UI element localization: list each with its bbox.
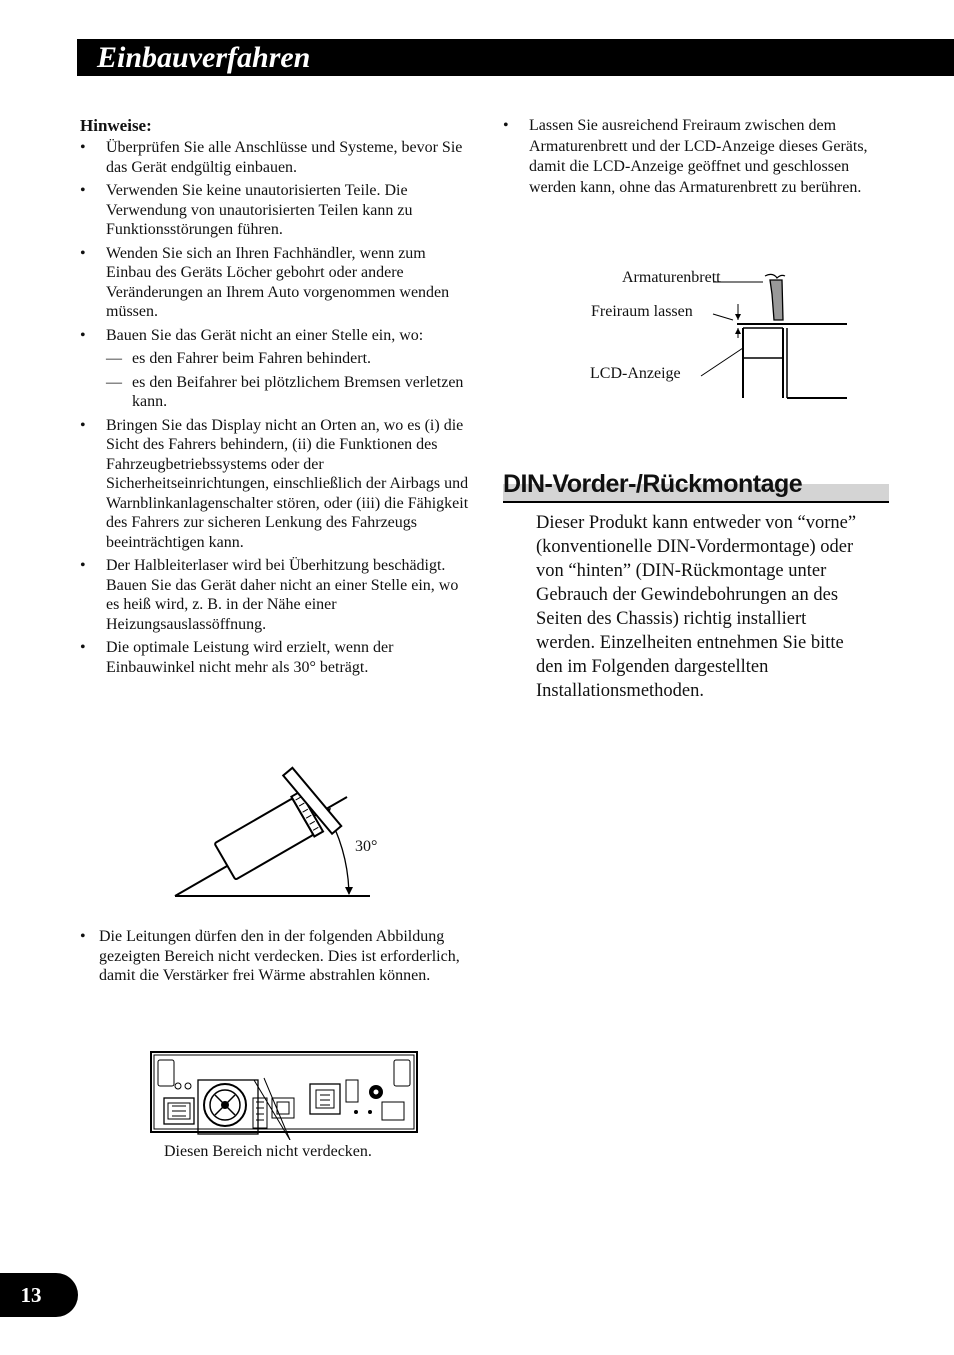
- mounting-angle-figure: [165, 725, 385, 905]
- lcd-label: LCD-Anzeige: [590, 365, 681, 382]
- rear-panel-diagram: [150, 1050, 420, 1140]
- page-title: Einbauverfahren: [97, 41, 311, 74]
- mounting-angle-diagram: [165, 725, 385, 905]
- clearance-note-item: • Lassen Sie ausreichend Freiraum zwischen dem Armaturenbrett und der LCD-Anzeige dieses Geräts, damit die LCD-Anzeige geöffnet und geschlossen werden kann, ohne das Armaturenbrett zu berühren.: [503, 116, 893, 198]
- clearance-figure: [585, 262, 855, 407]
- notes-heading: Hinweise:: [80, 116, 152, 135]
- page-number: 13: [20, 1283, 42, 1307]
- page-number-tab: [0, 1273, 78, 1317]
- note-subitem: — es den Beifahrer bei plötzlichem Bremsen verletzen kann.: [106, 373, 470, 412]
- gap-label: Freiraum lassen: [591, 303, 693, 320]
- note-item: • Überprüfen Sie alle Anschlüsse und Systeme, bevor Sie das Gerät endgültig einbauen.: [80, 138, 470, 177]
- section-body: Dieser Produkt kann entweder von “vorne” (konventionelle DIN-Vordermontage) oder von “hinten” (DIN-Rückmontage unter Gebrauch der Gewindebohrungen an des Seiten des Chassis) richtig installiert werden. Einzelheiten entnehmen Sie bitte den im Folgenden dargestellten Installationsmethoden.: [536, 513, 857, 701]
- section-title: DIN-Vorder-/Rückmontage: [503, 470, 803, 498]
- header-bar: [77, 39, 954, 76]
- clearance-note-column: [503, 116, 893, 202]
- note-item-with-subitems: [80, 326, 470, 412]
- notes-list: [80, 138, 470, 677]
- wiring-note-item: • Die Leitungen dürfen den in der folgenden Abbildung gezeigten Bereich nicht verdecken. Dies ist erforderlich, damit die Verstärker frei Wärme abstrahlen können.: [80, 927, 460, 986]
- dashboard-label: Armaturenbrett: [622, 269, 721, 286]
- note-subitems: [106, 349, 470, 412]
- angle-label: 30°: [355, 838, 378, 855]
- note-subitem: — es den Fahrer beim Fahren behindert.: [106, 349, 470, 369]
- note-item: • Die optimale Leistung wird erzielt, wenn der Einbauwinkel nicht mehr als 30° beträgt.: [80, 638, 470, 677]
- dashboard-shape: [770, 280, 783, 320]
- leader-line: [701, 348, 743, 376]
- notes-column: [80, 116, 470, 681]
- note-item: • Wenden Sie sich an Ihren Fachhändler, wenn zum Einbau des Geräts Löcher gebohrt oder andere Veränderungen an Ihrem Auto vorgenommen wenden müssen.: [80, 244, 470, 322]
- rear-panel-figure: [150, 1050, 420, 1170]
- rear-panel-caption: Diesen Bereich nicht verdecken.: [164, 1143, 372, 1160]
- note-item-text: Bauen Sie das Gerät nicht an einer Stelle ein, wo:: [106, 326, 424, 344]
- wiring-note: [80, 927, 460, 990]
- arc-arrowhead: [345, 887, 353, 895]
- note-item: • Bringen Sie das Display nicht an Orten an, wo es (i) die Sicht des Fahrers behindern, (ii) die Funktionen des Fahrzeugbetriebssystems oder der Sicherheitseinrichtungen, einschließlich der Airbags und Warnblinkanlagenschalter stören, oder (iii) die Fähigkeit des Fahrers zur sicheren Lenkung des Fahrzeugs beeinträchtigen kann.: [80, 416, 470, 553]
- section-header: [503, 467, 889, 503]
- note-item: • Der Halbleiterlaser wird bei Überhitzung beschädigt. Bauen Sie das Gerät daher nicht an einer Stelle ein, wo es heiß wird, z. B. in der Nähe einer Heizungsauslassöffnung.: [80, 556, 470, 634]
- note-item: • Verwenden Sie keine unautorisierten Teile. Die Verwendung von unautorisierten Teilen kann zu Funktionsstörungen führen.: [80, 181, 470, 240]
- leader-line: [713, 314, 733, 320]
